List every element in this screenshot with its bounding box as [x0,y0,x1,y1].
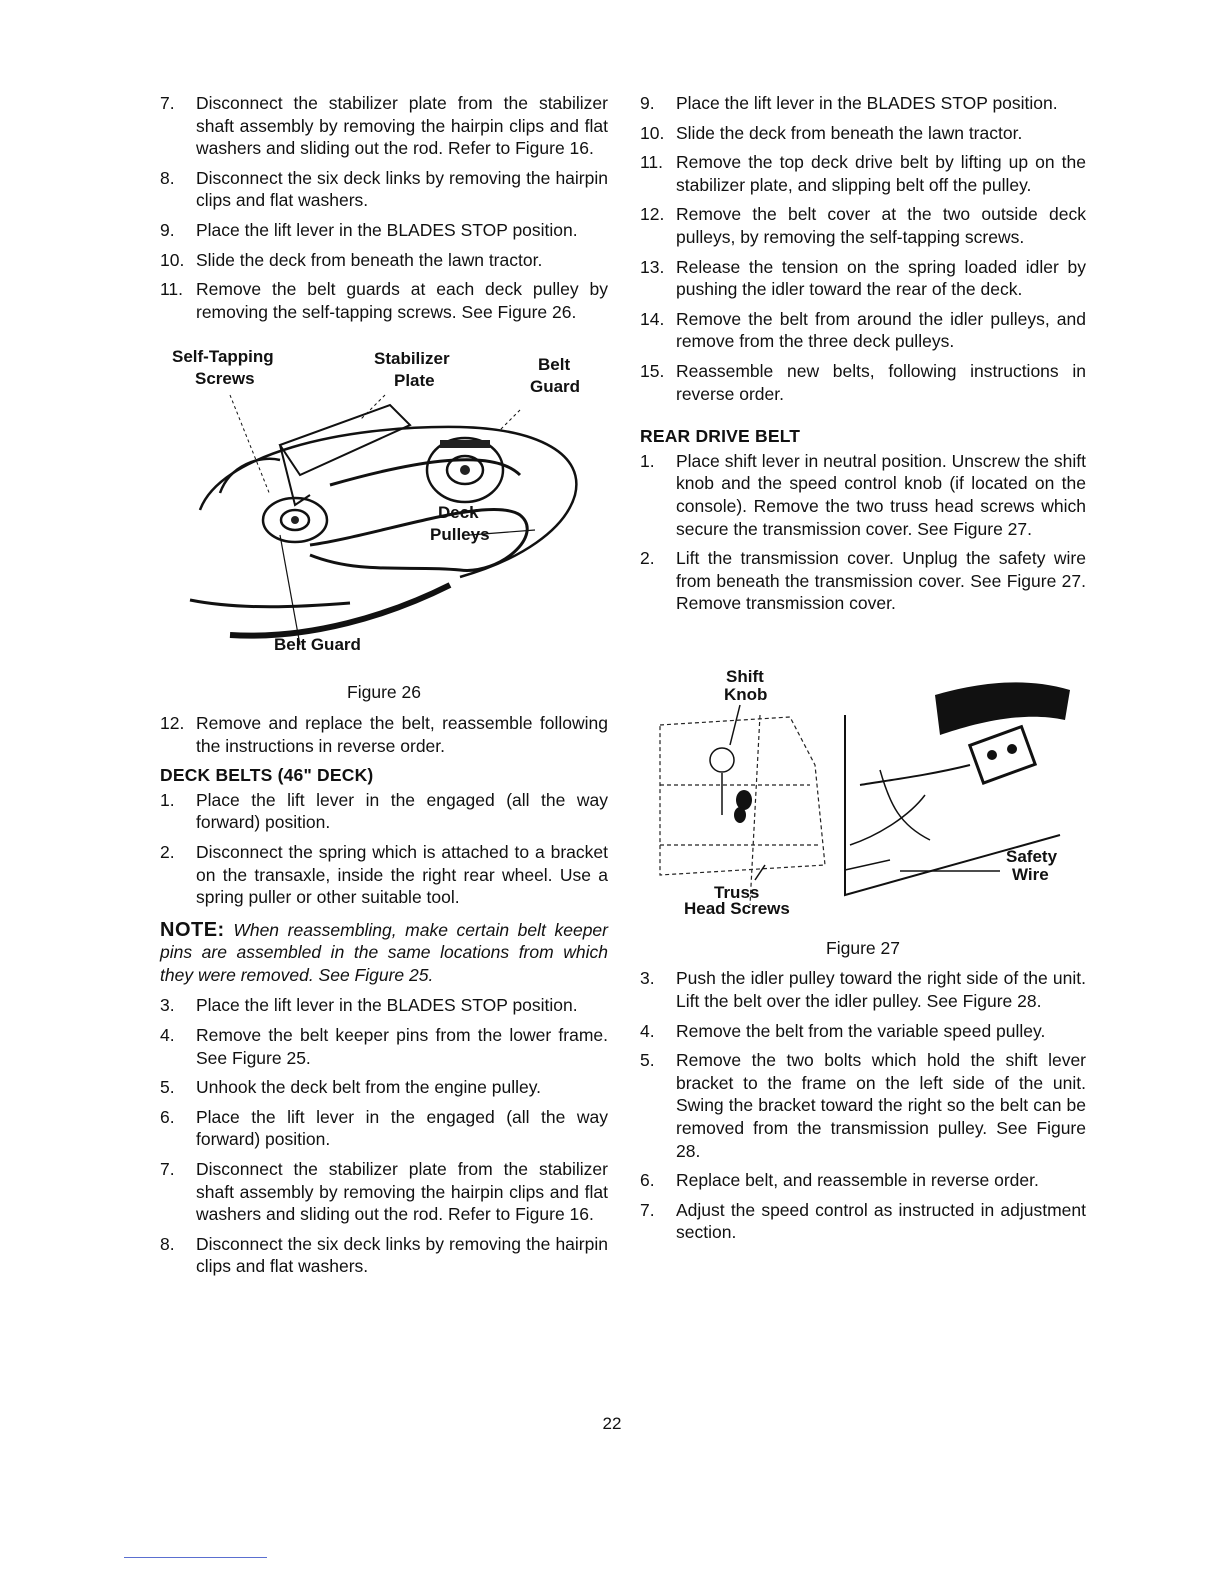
list-item: 7. Adjust the speed control as instructed in adjustment section. [640,1199,1086,1243]
list-item: 8. Disconnect the six deck links by removing the hairpin clips and flat washers. [160,167,608,211]
label-safety: Safety [1006,846,1058,866]
list-item: 11. Remove the top deck drive belt by lifting up on the stabilizer plate, and slipping belt off the pulley. [640,152,1086,195]
list-item: 6. Replace belt, and reassemble in reverse order. [640,1170,1039,1191]
list-item: 1. Place shift lever in neutral position. Unscrew the shift knob and the speed control knob (if located on the console). Remove the two truss head screws which secure the transmission cover. See Figure 27. [640,450,1086,539]
list-item: 12. Remove the belt cover at the two outside deck pulleys, by removing the self-tapping screws. [640,204,1086,247]
label-self-tapping: Self-Tapping [172,347,274,367]
note-block [160,919,608,987]
list-item: 12. Remove and replace the belt, reassemble following the instructions in reverse order. [160,712,608,756]
label-knob: Knob [724,684,768,704]
label-belt: Belt [538,355,571,375]
deck-belts-heading: DECK BELTS (46" DECK) [160,765,374,786]
label-shift: Shift [726,666,764,686]
list-item: 3. Place the lift lever in the BLADES STOP position. [160,995,578,1016]
list-item: 8. Disconnect the six deck links by removing the hairpin clips and flat washers. [160,1233,608,1277]
note-text: When reassembling, make certain belt keeper pins are assembled in the same locations from which they were removed. See Figure 25. [160,919,608,985]
figure-26 [160,345,608,663]
rear-drive-belt-heading: REAR DRIVE BELT [640,426,801,447]
steps-list-a [160,92,608,323]
label-belt-guard: Belt Guard [274,635,361,655]
list-item: 9. Place the lift lever in the BLADES STOP position. [640,93,1058,113]
page-number: 22 [602,1414,622,1433]
label-screws: Screws [195,369,255,389]
list-item: 5. Unhook the deck belt from the engine pulley. [160,1077,542,1098]
list-item: 15. Reassemble new belts, following instructions in reverse order. [640,360,1086,404]
list-item: 9. Place the lift lever in the BLADES STOP position. [160,219,578,240]
label-head-screws: Head Screws [684,898,790,918]
list-item: 14. Remove the belt from around the idler pulleys, and remove from the three deck pulleys. [640,308,1086,352]
list-item: 2. Lift the transmission cover. Unplug the safety wire from beneath the transmission cover. See Figure 27. Remove transmission cover. [640,548,1086,614]
list-item: 5. Remove the two bolts which hold the shift lever bracket to the frame on the left side of the unit. Swing the bracket toward the right so the belt can be removed from the transmission pulley. See Figure 28. [640,1050,1086,1161]
label-truss: Truss [714,882,760,902]
label-guard: Guard [530,377,581,397]
footer-divider [124,1557,267,1558]
list-item: 6. Place the lift lever in the engaged (all the way forward) position. [160,1106,608,1150]
label-pulleys: Pulleys [430,525,490,545]
right-column [640,92,1086,1251]
figure-27-caption: Figure 27 [826,937,900,958]
label-plate: Plate [394,371,435,391]
list-item: 11. Remove the belt guards at each deck pulley by removing the self-tapping screws. See Figure 26. [160,279,608,322]
list-item: 1. Place the lift lever in the engaged (all the way forward) position. [160,789,608,833]
list-item: 7. Disconnect the stabilizer plate from the stabilizer shaft assembly by removing the hairpin clips and flat washers and sliding out the rod. Refer to Figure 16. [160,1159,608,1225]
figure-26-caption: Figure 26 [347,682,421,703]
label-deck: Deck [438,503,479,523]
list-item: 3. Push the idler pulley toward the right side of the unit. Lift the belt over the idler pulley. See Figure 28. [640,968,1086,1012]
label-wire: Wire [1012,864,1049,884]
list-item: 4. Remove the belt keeper pins from the lower frame. See Figure 25. [160,1025,608,1068]
transmission-cover-illustration [640,665,1086,925]
list-item: 4. Remove the belt from the variable speed pulley. [640,1020,1046,1041]
list-item: 10. Slide the deck from beneath the lawn tractor. [160,249,543,270]
note-label: NOTE: [160,918,225,941]
list-item: 7. Disconnect the stabilizer plate from the stabilizer shaft assembly by removing the hairpin clips and flat washers and sliding out the rod. Refer to Figure 16. [160,93,608,159]
list-item: 10. Slide the deck from beneath the lawn tractor. [640,122,1023,143]
list-item: 13. Release the tension on the spring loaded idler by pushing the idler toward the rear of the deck. [640,256,1086,300]
left-column [160,92,608,1285]
label-stabilizer: Stabilizer [374,349,450,369]
figure-27 [640,665,1086,925]
list-item: 2. Disconnect the spring which is attached to a bracket on the transaxle, inside the right rear wheel. Use a spring puller or other suitable tool. [160,841,608,908]
